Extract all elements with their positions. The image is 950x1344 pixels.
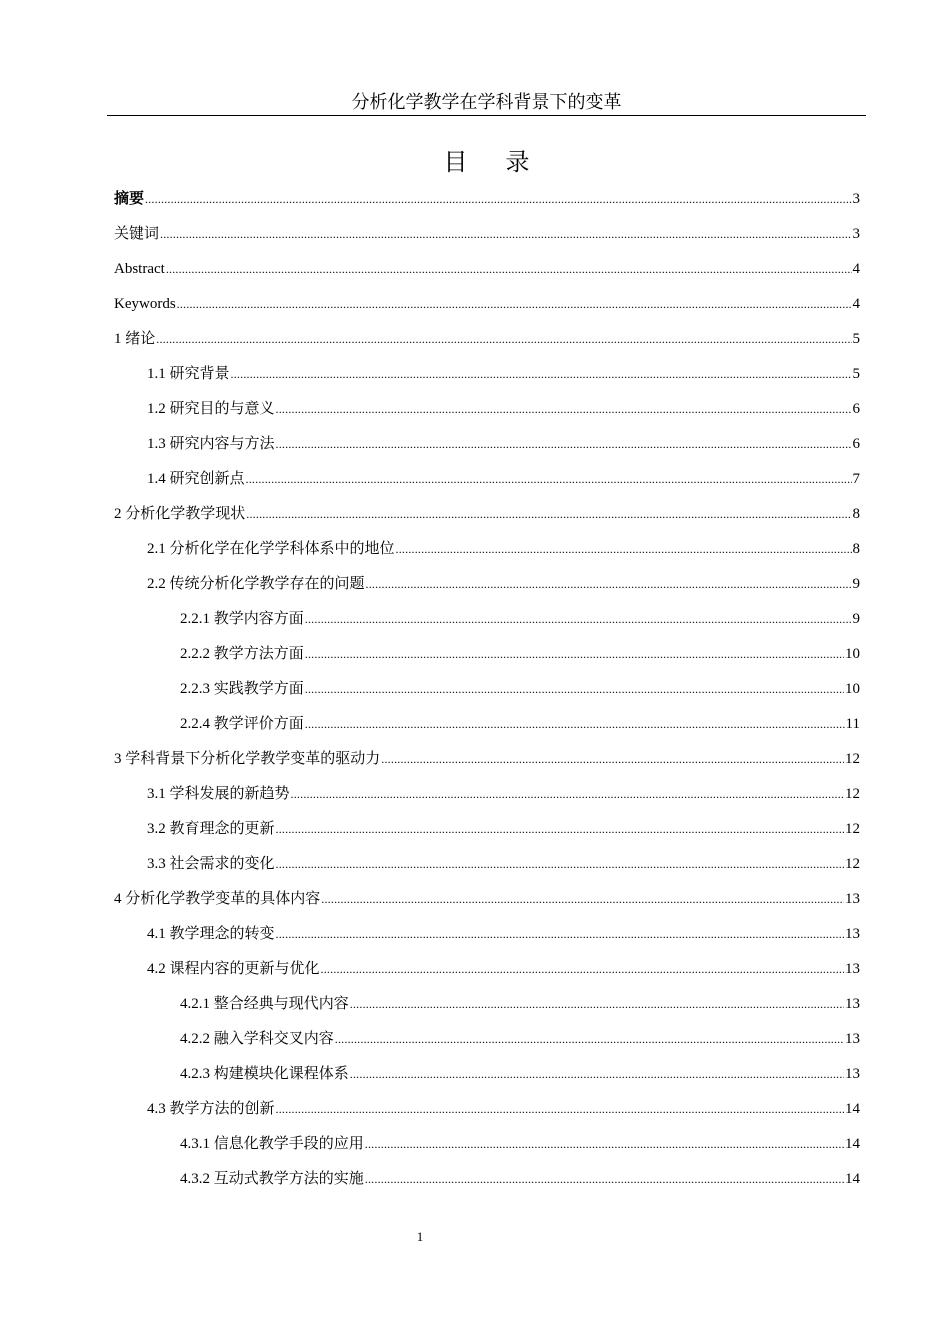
toc-entry-page-number: 13 xyxy=(845,891,860,907)
toc-entry[interactable] xyxy=(114,641,860,676)
toc-entry-title: 4.2.1 整合经典与现代内容 xyxy=(180,996,349,1012)
toc-dot-leader xyxy=(156,326,851,352)
toc-entry-title: 2.1 分析化学在化学学科体系中的地位 xyxy=(147,541,395,557)
toc-entry-page-number: 14 xyxy=(845,1171,860,1187)
toc-entry-title: 摘要 xyxy=(114,191,145,207)
toc-dot-leader xyxy=(365,1166,844,1192)
toc-entry-page-number: 3 xyxy=(852,191,860,207)
toc-entry-page-number: 7 xyxy=(852,471,860,487)
toc-entry[interactable] xyxy=(114,361,860,396)
toc-entry-title: 4.3.1 信息化教学手段的应用 xyxy=(180,1136,364,1152)
toc-dot-leader xyxy=(276,431,852,457)
toc-heading: 目录 xyxy=(443,148,568,176)
toc-dot-leader xyxy=(231,361,852,387)
toc-entry-page-number: 13 xyxy=(845,1066,860,1082)
toc-dot-leader xyxy=(305,606,852,632)
toc-dot-leader xyxy=(166,256,852,282)
toc-entry[interactable] xyxy=(114,571,860,606)
toc-entry-page-number: 13 xyxy=(845,996,860,1012)
toc-entry-page-number: 5 xyxy=(852,331,860,347)
toc-entry[interactable] xyxy=(114,536,860,571)
toc-entry-title: 1.3 研究内容与方法 xyxy=(147,436,275,452)
toc-entry[interactable] xyxy=(114,676,860,711)
toc-entry[interactable] xyxy=(114,1061,860,1096)
toc-entry-title: 3.2 教育理念的更新 xyxy=(147,821,275,837)
toc-entry[interactable] xyxy=(114,1131,860,1166)
toc-dot-leader xyxy=(381,746,844,772)
header-divider xyxy=(107,115,866,116)
toc-entry-page-number: 12 xyxy=(845,751,860,767)
toc-dot-leader xyxy=(365,1131,844,1157)
toc-entry[interactable] xyxy=(114,291,860,326)
toc-entry[interactable] xyxy=(114,781,860,816)
toc-entry[interactable] xyxy=(114,466,860,501)
toc-entry-title: 2.2.3 实践教学方面 xyxy=(180,681,304,697)
running-header-title: 分析化学教学在学科背景下的变革 xyxy=(351,92,622,113)
toc-entry-title: 2.2 传统分析化学教学存在的问题 xyxy=(147,576,365,592)
toc-dot-leader xyxy=(160,221,851,247)
toc-dot-leader xyxy=(246,466,852,492)
toc-entry[interactable] xyxy=(114,956,860,991)
toc-dot-leader xyxy=(276,816,844,842)
toc-entry[interactable] xyxy=(114,396,860,431)
toc-dot-leader xyxy=(305,641,844,667)
toc-entry-title: 1.1 研究背景 xyxy=(147,366,230,382)
toc-entry-title: Keywords xyxy=(114,296,176,312)
toc-entry[interactable] xyxy=(114,851,860,886)
toc-entry-page-number: 14 xyxy=(845,1101,860,1117)
toc-entry-title: 1.4 研究创新点 xyxy=(147,471,245,487)
table-of-contents xyxy=(114,186,860,1201)
toc-entry[interactable] xyxy=(114,921,860,956)
toc-entry[interactable] xyxy=(114,1166,860,1201)
toc-entry-title: 4.2 课程内容的更新与优化 xyxy=(147,961,320,977)
toc-entry-title: 2.2.4 教学评价方面 xyxy=(180,716,304,732)
toc-entry-title: 关键词 xyxy=(114,226,160,242)
toc-dot-leader xyxy=(366,571,852,597)
toc-dot-leader xyxy=(246,501,851,527)
toc-entry[interactable] xyxy=(114,1096,860,1131)
toc-entry-title: 3 学科背景下分析化学教学变革的驱动力 xyxy=(114,751,381,767)
toc-dot-leader xyxy=(335,1026,844,1052)
toc-entry[interactable] xyxy=(114,606,860,641)
toc-dot-leader xyxy=(276,921,844,947)
toc-entry-page-number: 4 xyxy=(852,296,860,312)
toc-dot-leader xyxy=(321,956,844,982)
toc-entry-title: 1 绪论 xyxy=(114,331,156,347)
toc-entry[interactable] xyxy=(114,431,860,466)
toc-dot-leader xyxy=(291,781,844,807)
toc-entry-page-number: 6 xyxy=(852,436,860,452)
toc-entry-page-number: 12 xyxy=(845,821,860,837)
toc-dot-leader xyxy=(350,991,844,1017)
toc-entry-page-number: 10 xyxy=(845,681,860,697)
toc-entry-page-number: 12 xyxy=(845,786,860,802)
toc-entry-title: 2.2.2 教学方法方面 xyxy=(180,646,304,662)
toc-entry-page-number: 10 xyxy=(845,646,860,662)
toc-entry[interactable] xyxy=(114,711,860,746)
toc-entry[interactable] xyxy=(114,991,860,1026)
toc-entry-title: 4.3.2 互动式教学方法的实施 xyxy=(180,1171,364,1187)
toc-entry-title: 4.3 教学方法的创新 xyxy=(147,1101,275,1117)
toc-entry-title: 3.1 学科发展的新趋势 xyxy=(147,786,290,802)
toc-entry[interactable] xyxy=(114,501,860,536)
toc-entry-page-number: 12 xyxy=(845,856,860,872)
toc-entry-title: 4.2.3 构建模块化课程体系 xyxy=(180,1066,349,1082)
toc-entry-page-number: 14 xyxy=(845,1136,860,1152)
toc-entry-page-number: 11 xyxy=(845,716,860,732)
toc-dot-leader xyxy=(396,536,852,562)
toc-entry-page-number: 6 xyxy=(852,401,860,417)
toc-entry-title: 4.2.2 融入学科交叉内容 xyxy=(180,1031,334,1047)
toc-entry[interactable] xyxy=(114,186,860,221)
toc-entry-title: 2 分析化学教学现状 xyxy=(114,506,246,522)
toc-dot-leader xyxy=(177,291,852,317)
page-number: 1 xyxy=(416,1229,424,1244)
toc-dot-leader xyxy=(321,886,844,912)
toc-entry-page-number: 8 xyxy=(852,541,860,557)
toc-entry-page-number: 13 xyxy=(845,926,860,942)
toc-entry-page-number: 5 xyxy=(852,366,860,382)
toc-entry-page-number: 13 xyxy=(845,961,860,977)
toc-entry-title: 4.1 教学理念的转变 xyxy=(147,926,275,942)
toc-entry-page-number: 9 xyxy=(852,576,860,592)
toc-entry[interactable] xyxy=(114,1026,860,1061)
toc-dot-leader xyxy=(350,1061,844,1087)
toc-dot-leader xyxy=(276,396,852,422)
toc-entry-title: 4 分析化学教学变革的具体内容 xyxy=(114,891,321,907)
toc-dot-leader xyxy=(305,676,844,702)
toc-entry-page-number: 3 xyxy=(852,226,860,242)
toc-entry[interactable] xyxy=(114,326,860,361)
toc-entry-title: 1.2 研究目的与意义 xyxy=(147,401,275,417)
toc-dot-leader xyxy=(276,1096,844,1122)
toc-entry-page-number: 8 xyxy=(852,506,860,522)
toc-entry[interactable] xyxy=(114,221,860,256)
toc-entry-page-number: 9 xyxy=(852,611,860,627)
toc-entry-title: 3.3 社会需求的变化 xyxy=(147,856,275,872)
toc-entry-page-number: 13 xyxy=(845,1031,860,1047)
toc-entry-title: Abstract xyxy=(114,261,165,277)
toc-dot-leader xyxy=(305,711,845,737)
toc-entry-page-number: 4 xyxy=(852,261,860,277)
toc-dot-leader xyxy=(276,851,844,877)
toc-dot-leader xyxy=(145,186,851,212)
toc-entry[interactable] xyxy=(114,886,860,921)
toc-entry[interactable] xyxy=(114,816,860,851)
toc-entry[interactable] xyxy=(114,256,860,291)
toc-entry-title: 2.2.1 教学内容方面 xyxy=(180,611,304,627)
toc-entry[interactable] xyxy=(114,746,860,781)
